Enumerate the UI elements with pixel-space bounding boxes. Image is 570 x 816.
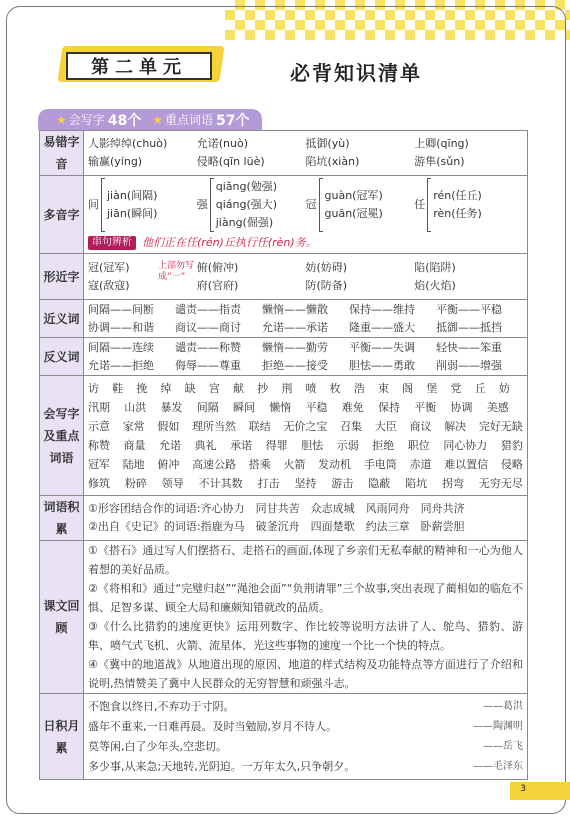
char: 妨 [498,381,510,395]
word: 难免 [341,400,364,414]
poly-group [88,178,197,232]
char: 宫 [208,381,220,395]
list-item: 协调——和谐 [88,320,154,334]
list-item: 上卿(qīng) [414,137,469,150]
word: 得罪 [265,438,288,452]
poly-group [414,178,523,232]
word: 商量 [123,438,146,452]
char: 抄 [257,381,269,395]
star-icon: ★ [56,112,67,127]
word: 职位 [407,438,430,452]
row-label: 反义词 [40,338,84,376]
list-item: 妨(妨碍) [305,260,348,274]
row-idioms [40,496,528,541]
row-label: 课文回顾 [40,541,84,694]
word: 暴发 [160,400,183,414]
list-item: 侵略(qīn lüè) [196,155,265,168]
quote-line [88,757,523,777]
word: 示弱 [336,438,359,452]
page-tab-decoration [510,782,570,800]
list-item: 焰(火焰) [414,278,456,292]
words-row [88,436,523,455]
words-row [88,398,523,417]
word: 冠军 [88,457,110,471]
word: 示意 [88,419,110,433]
char: 堡 [426,381,438,395]
list-item: 陷(陷阱) [414,260,456,274]
list-item: 平衡——平稳 [436,302,502,316]
page-title: 必背知识清单 [290,61,422,85]
row-daily [40,694,528,780]
list-item: 抵御(yù) [305,137,350,150]
row-label: 日积月累 [40,694,84,780]
word: 拐弯 [442,476,465,490]
char: 阁 [402,381,414,395]
summary-count-2: 57个 [216,112,250,129]
char: 丘 [474,381,486,395]
summary-pill [38,109,262,130]
word: 联结 [248,419,271,433]
list-item: 冠(冠军) [88,260,130,274]
word: 修筑 [88,476,110,490]
poly-char: 任 [414,197,426,211]
word: 侵略 [500,457,523,471]
list-item: 轻快——笨重 [436,340,502,354]
words-row [88,417,523,436]
word: 坚持 [294,476,317,490]
list-item: 输赢(yíng) [88,155,143,168]
idiom-line: ①形容团结合作的词语:齐心协力 同甘共苦 众志成城 风雨同舟 同舟共济 [88,502,465,515]
char: 党 [450,381,462,395]
quote-line [88,717,523,737]
char: 束 [377,381,389,395]
quote-text: 不饱食以终日,不弃功于寸阴。 [88,699,235,713]
list-item: 平衡——失调 [349,340,415,354]
word: 打击 [257,476,280,490]
summary-label-2: 重点词语 [165,113,214,127]
word: 陷坑 [405,476,428,490]
unit-label: 第二单元 [66,52,212,80]
char: 浩 [353,381,365,395]
list-item: 允诺(nuò) [196,137,249,150]
word: 山洪 [124,400,147,414]
quote-line [88,697,523,717]
row-label: 会写字及重点词语 [40,376,84,496]
word: 难以置信 [444,457,489,471]
reading: qiǎng(勉强) [215,179,278,193]
row-antonyms [40,338,528,376]
list-item: 侮辱——尊重 [175,358,241,372]
char: 献 [232,381,244,395]
word: 典礼 [194,438,217,452]
word: 召集 [340,419,363,433]
row-review [40,541,528,694]
row-label: 词语积累 [40,496,84,541]
similar-group [197,259,306,295]
quote-line [88,737,523,757]
review-paragraph: ③《什么比猎豹的速度更快》运用列数字、作比较等说明方法讲了人、鸵鸟、猎豹、游隼、喷气式飞机、火箭、流星体、光这些事物的速度一个比一个快的特点。 [88,620,523,652]
word: 火箭 [283,457,306,471]
char: 缺 [184,381,196,395]
char: 访 [88,381,99,395]
list-item: 谴责——指责 [175,302,241,316]
tip-row [88,234,523,252]
list-item: 府(官府) [196,278,239,292]
poly-char: 间 [88,197,99,211]
poly-group [197,178,306,232]
error-list [88,135,523,171]
list-item: 游隼(sǔn) [414,155,465,168]
tip-text: 他们正在任(rén)丘执行任(rèn)务。 [142,235,317,249]
knowledge-table [39,130,528,780]
word: 完好无缺 [478,419,523,433]
row-label: 形近字 [40,254,84,300]
quote-author: ——葛洪 [483,700,523,712]
word: 平稳 [305,400,328,414]
poly-group [306,178,415,232]
row-similar: 形近字 冠(冠军) 寇(敌寇) 俯(俯冲) 府(官府) 妨(妨碍) 防(防备) 陷(陷阱) 焰(火焰) 上部勿写成“一” [40,254,528,300]
word: 手电筒 [363,457,397,471]
word: 俯冲 [157,457,180,471]
reading: rèn(任务) [433,206,482,220]
word: 解决 [444,419,467,433]
similar-group [414,259,523,295]
list-item: 人影绰绰(chuò) [88,137,168,150]
quote-author: ——岳飞 [483,740,523,752]
words-row [88,455,523,474]
word: 协调 [450,400,473,414]
word: 赤道 [409,457,432,471]
poly-char: 冠 [305,197,317,211]
quote-author: ——毛泽东 [473,760,523,772]
quote-text: 莫等闲,白了少年头,空悲切。 [88,739,227,753]
list-item: 抵御——抵挡 [436,320,502,334]
reading: jiàn(间隔) [107,188,158,202]
quote-author: ——陶渊明 [473,720,523,732]
list-item: 削弱——增强 [436,358,502,372]
list-item: 拒绝——接受 [262,358,328,372]
page-number: 3 [520,784,526,794]
list-item: 寇(敌寇) [88,278,130,292]
row-label: 易错字音 [40,131,84,176]
word: 保持 [378,400,400,414]
tip-tag: 串句辨析 [88,236,136,250]
reading: qiáng(强大) [215,197,278,211]
word: 承诺 [230,438,253,452]
word: 陆地 [122,457,145,471]
word: 隐蔽 [368,476,391,490]
list-item: 间隔——间断 [88,302,154,316]
word: 不计其数 [198,476,243,490]
row-synonyms [40,300,528,338]
word: 领导 [161,476,184,490]
words-row [88,474,523,493]
word: 发动机 [318,457,352,471]
word: 称赞 [88,438,110,452]
word: 游击 [331,476,354,490]
list-item: 懒惰——勤劳 [262,340,328,354]
row-label: 近义词 [40,300,84,338]
row-poly [40,176,528,254]
quote-text: 盛年不重来,一日难再晨。及时当勉励,岁月不待人。 [88,719,337,733]
word: 允诺 [159,438,182,452]
word: 无价之宝 [283,419,328,433]
word: 家常 [122,419,145,433]
list-item: 懒惰——懒散 [262,302,328,316]
idiom-line: ②出自《史记》的词语:指鹿为马 破釜沉舟 四面楚歌 约法三章 卧薪尝胆 [88,520,465,533]
char: 挽 [136,381,148,395]
word: 间隔 [196,400,219,414]
word: 平衡 [414,400,437,414]
star-icon: ★ [152,112,164,127]
char: 鞋 [112,381,124,395]
word: 胆怯 [301,438,324,452]
reading: guàn(冠军) [324,188,383,202]
word: 搭乘 [248,457,271,471]
summary-count-1: 48个 [107,112,142,129]
word: 汛期 [88,400,110,414]
review-paragraph: ②《将相和》通过“完璧归赵”“渑池会面”“负荆请罪”三个故事,突出表现了蔺相如的临危不惧、足智多谋、顾全大局和廉颇知错就改的品质。 [88,582,523,614]
list-item: 俯(俯冲) [196,260,239,274]
word: 猎豹 [500,438,523,452]
char: 喷 [305,381,317,395]
list-item: 防(防备) [305,278,348,292]
summary-label-1: 会写字 [68,113,105,127]
word: 商议 [409,419,432,433]
word: 懒惰 [269,400,292,414]
word: 假如 [157,419,180,433]
review-paragraph: ①《搭石》通过写人们摆搭石、走搭石的画面,体现了乡亲们无私奉献的精神和一心为他人着想的美好品质。 [88,544,523,576]
list-item: 胆怯——勇敢 [349,358,415,372]
review-paragraph: ④《冀中的地道战》从地道出现的原因、地道的样式结构及功能特点等方面进行了介绍和说明,热情赞美了冀中人民群众的无穷智慧和顽强斗志。 [88,658,523,690]
chars-row [88,379,523,398]
word: 理所当然 [192,419,237,433]
quote-text: 多少事,从来急;天地转,光阴迫。一万年太久,只争朝夕。 [88,759,356,773]
word: 同心协力 [443,438,488,452]
reading: jiàng(倔强) [215,215,274,229]
word: 粉碎 [124,476,147,490]
reading: jiān(瞬间) [107,206,158,220]
row-writing [40,376,528,496]
list-item: 允诺——承诺 [262,320,328,334]
list-item: 陷坑(xiàn) [305,155,360,168]
reading: rén(任丘) [433,188,482,202]
row-errors [40,131,528,176]
word: 瞬间 [233,400,255,414]
char: 枚 [329,381,341,395]
list-item: 隆重——盛大 [349,320,415,334]
row-label: 多音字 [40,176,84,254]
list-item: 商议——商讨 [175,320,241,334]
char: 荆 [281,381,293,395]
char: 绰 [160,381,172,395]
list-item: 谴责——称赞 [175,340,241,354]
list-item: 允诺——拒绝 [88,358,154,372]
list-item: 间隔——连续 [88,340,154,354]
list-item: 保持——维持 [349,302,415,316]
word: 美感 [486,400,509,414]
word: 拒绝 [372,438,395,452]
word: 无穷无尽 [478,476,523,490]
similar-group [306,259,415,295]
poly-char: 强 [196,197,208,211]
word: 高速公路 [192,457,237,471]
reading: guān(冠冕) [324,206,383,220]
word: 大臣 [374,419,397,433]
